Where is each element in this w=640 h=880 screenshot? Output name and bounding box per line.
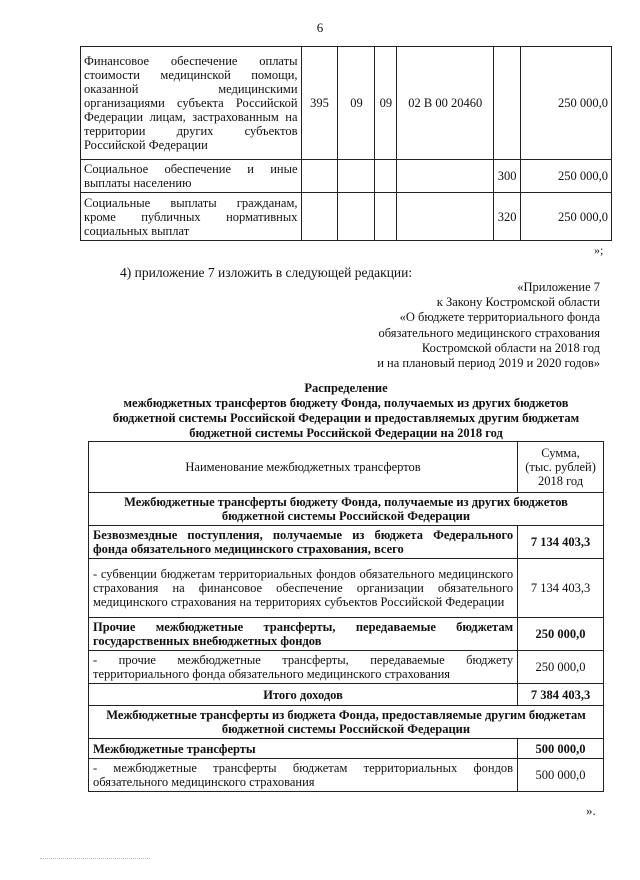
section-title: Межбюджетные трансферты из бюджета Фонда, предоставляемые другим бюджетам бюджетной системы Российской Федерации	[89, 706, 604, 739]
appendix-line: «Приложение 7	[517, 280, 600, 294]
table-row	[81, 193, 612, 241]
row-amount: 250 000,0	[518, 651, 604, 684]
row-name: Финансовое обеспечение оплаты стоимости медицинской помощи, оказанной медицинскими организациями субъекта Российской Федерации лицам, застрахованным на территории других субъектов Российской Федерации	[81, 47, 302, 160]
cell-code	[301, 193, 338, 241]
scan-artifact-line	[40, 858, 150, 859]
table-total-row	[89, 684, 604, 706]
table-section-row	[89, 493, 604, 526]
cell-target: 02 В 00 20460	[397, 47, 494, 160]
amount-header-line: (тыс. рублей)	[525, 460, 596, 474]
quote-close: »;	[594, 243, 604, 257]
table-row	[89, 526, 604, 559]
table-row	[81, 160, 612, 193]
cell-amount: 250 000,0	[521, 160, 612, 193]
cell-target	[397, 160, 494, 193]
table-row	[81, 47, 612, 160]
cell-section	[338, 193, 375, 241]
table-section-row	[89, 706, 604, 739]
section-title: Межбюджетные трансферты бюджету Фонда, получаемые из других бюджетов бюджетной системы Российской Федерации	[89, 493, 604, 526]
row-name: - субвенции бюджетам территориальных фондов обязательного медицинского страхования на финансовое обеспечение организации обязательного медицинского страхования на территориях субъектов Российской Федерации	[89, 559, 518, 618]
cell-amount: 250 000,0	[521, 47, 612, 160]
table-row	[89, 651, 604, 684]
cell-subsection: 09	[375, 47, 397, 160]
amendment-instruction: 4) приложение 7 изложить в следующей редакции:	[120, 265, 413, 280]
row-name: Прочие межбюджетные трансферты, передаваемые бюджетам государственных внебюджетных фондов	[89, 618, 518, 651]
table-row	[89, 559, 604, 618]
page-number: 6	[316, 20, 324, 35]
row-amount: 7 134 403,3	[518, 559, 604, 618]
row-amount: 7 134 403,3	[518, 526, 604, 559]
amount-header-line: 2018 год	[537, 474, 584, 488]
appendix-header	[300, 280, 600, 371]
cell-section	[338, 160, 375, 193]
section-heading	[80, 381, 612, 441]
row-amount: 250 000,0	[518, 618, 604, 651]
cell-type: 300	[494, 160, 521, 193]
row-name: Социальные выплаты гражданам, кроме публичных нормативных социальных выплат	[81, 193, 302, 241]
row-name: Социальное обеспечение и иные выплаты населению	[81, 160, 302, 193]
quote-close-final: ».	[586, 803, 596, 818]
row-name: Безвозмездные поступления, получаемые из бюджета Федерального фонда обязательного медицинского страхования, всего	[89, 526, 518, 559]
budget-top-table	[80, 46, 612, 241]
table-row	[89, 759, 604, 792]
total-amount: 7 384 403,3	[518, 684, 604, 706]
cell-code: 395	[301, 47, 338, 160]
appendix-line: к Закону Костромской области	[436, 295, 600, 310]
table-header-row	[89, 442, 604, 493]
heading-title: Распределение	[304, 381, 388, 395]
cell-section: 09	[338, 47, 375, 160]
cell-subsection	[375, 160, 397, 193]
amount-header-line: Сумма,	[541, 446, 580, 460]
cell-amount: 250 000,0	[521, 193, 612, 241]
appendix-line: Костромской области на 2018 год	[421, 340, 600, 355]
row-name: - межбюджетные трансферты бюджетам территориальных фондов обязательного медицинского страхования	[89, 759, 518, 792]
column-header-amount	[518, 442, 604, 493]
heading-line: бюджетной системы Российской Федерации на 2018 год	[189, 426, 503, 440]
cell-type	[494, 47, 521, 160]
cell-code	[301, 160, 338, 193]
row-amount: 500 000,0	[518, 759, 604, 792]
row-name: Межбюджетные трансферты	[89, 739, 518, 759]
heading-line: бюджетной системы Российской Федерации и предоставляемых другим бюджетам	[112, 411, 580, 425]
cell-type: 320	[494, 193, 521, 241]
total-label: Итого доходов	[89, 684, 518, 706]
transfers-table	[88, 441, 604, 792]
appendix-line: обязательного медицинского страхования	[378, 325, 600, 340]
row-amount: 500 000,0	[518, 739, 604, 759]
appendix-line: и на плановый период 2019 и 2020 годов»	[377, 356, 600, 371]
appendix-line: «О бюджете территориального фонда	[399, 310, 600, 325]
column-header-name: Наименование межбюджетных трансфертов	[89, 442, 518, 493]
table-row	[89, 739, 604, 759]
heading-line: межбюджетных трансфертов бюджету Фонда, получаемых из других бюджетов	[123, 396, 569, 410]
cell-subsection	[375, 193, 397, 241]
row-name: - прочие межбюджетные трансферты, передаваемые бюджету территориального фонда обязательного медицинского страхования	[89, 651, 518, 684]
table-row	[89, 618, 604, 651]
cell-target	[397, 193, 494, 241]
